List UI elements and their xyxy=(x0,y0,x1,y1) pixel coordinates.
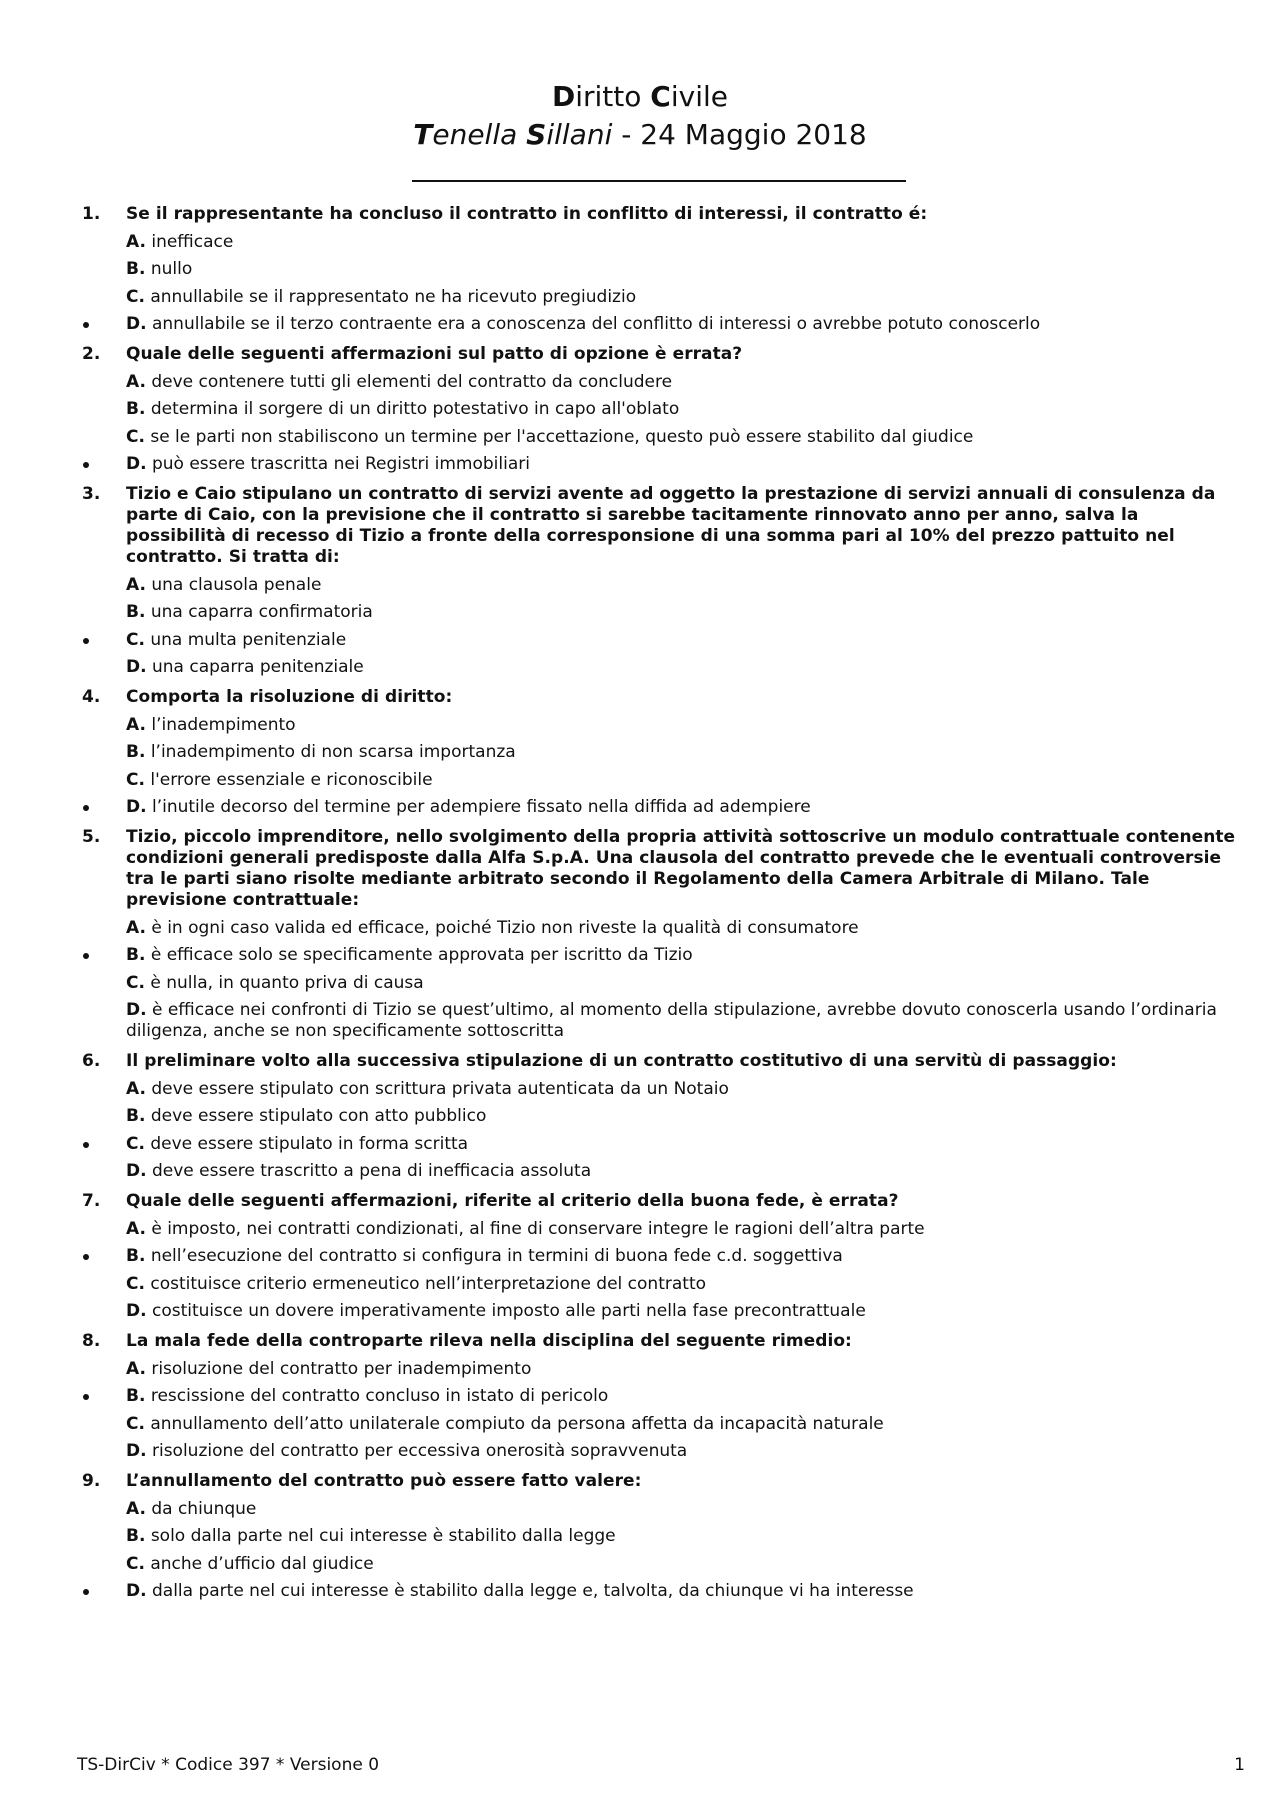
option-text: deve essere trascritto a pena di inefficacia assoluta xyxy=(146,1161,592,1181)
answer-option xyxy=(80,1246,1240,1267)
question-prompt: Se il rappresentante ha concluso il contratto in conflitto di interessi, il contratto é: xyxy=(126,204,928,224)
option-letter: A. xyxy=(126,1078,146,1099)
option-text: se le parti non stabiliscono un termine per l'accettazione, questo può essere stabilito dal giudice xyxy=(144,426,974,447)
answer-option xyxy=(80,1274,1240,1295)
answer-option xyxy=(80,1219,1240,1240)
question-list xyxy=(80,204,1240,1611)
option-letter: A. xyxy=(126,714,146,735)
question-text xyxy=(80,1471,1240,1492)
option-letter: A. xyxy=(126,231,146,252)
answer-option xyxy=(80,797,1240,818)
question-item xyxy=(80,687,1240,818)
question-item xyxy=(80,1471,1240,1602)
option-letter: D. xyxy=(126,657,147,677)
option-letter: C. xyxy=(126,1553,145,1574)
option-letter: D. xyxy=(126,1000,147,1020)
option-text: deve essere stipulato con atto pubblico xyxy=(145,1106,487,1126)
question-prompt: Quale delle seguenti affermazioni, riferite al criterio della buona fede, è errata? xyxy=(126,1191,899,1211)
answer-option xyxy=(80,1134,1240,1155)
answer-option xyxy=(80,427,1240,448)
title-initial-c: C xyxy=(650,80,671,113)
option-letter: D. xyxy=(126,797,147,817)
option-letter: B. xyxy=(126,259,146,279)
answer-option xyxy=(80,1000,1240,1042)
answer-option xyxy=(80,1386,1240,1407)
question-prompt: Quale delle seguenti affermazioni sul patto di opzione è errata? xyxy=(126,344,743,364)
question-number: 9. xyxy=(82,1471,101,1491)
correct-answer-bullet-icon xyxy=(83,462,89,468)
answer-option xyxy=(80,1441,1240,1462)
option-text: rescissione del contratto concluso in istato di pericolo xyxy=(145,1386,609,1406)
correct-answer-bullet-icon xyxy=(83,638,89,644)
answer-option xyxy=(80,1161,1240,1182)
correct-answer-bullet-icon xyxy=(83,953,89,959)
option-letter: B. xyxy=(126,602,146,622)
question-prompt: Il preliminare volto alla successiva stipulazione di un contratto costitutivo di una servitù di passaggio: xyxy=(126,1051,1117,1071)
subtitle-date: - 24 Maggio 2018 xyxy=(612,118,867,151)
option-text: è imposto, nei contratti condizionati, al fine di conservare integre le ragioni dell’altra parte xyxy=(145,1218,925,1239)
footer-page-number: 1 xyxy=(1234,1755,1245,1775)
option-letter: D. xyxy=(126,1581,147,1601)
option-text: l’inutile decorso del termine per adempiere fissato nella diffida ad adempiere xyxy=(146,797,811,817)
answer-option xyxy=(80,1581,1240,1602)
option-text: costituisce criterio ermeneutico nell’interpretazione del contratto xyxy=(144,1273,707,1294)
option-letter: C. xyxy=(126,426,145,447)
answer-option xyxy=(80,630,1240,651)
answer-option xyxy=(80,1359,1240,1380)
option-text: è efficace nei confronti di Tizio se quest’ultimo, al momento della stipulazione, avrebbe dovuto conoscerla usando l’ordinaria diligenza, anche se non specificamente sottoscritta xyxy=(126,1000,1217,1041)
document-subtitle xyxy=(0,116,1280,154)
document-title xyxy=(0,78,1280,116)
option-letter: B. xyxy=(126,945,146,965)
question-number: 2. xyxy=(82,344,101,364)
title-initial-d: D xyxy=(551,80,576,113)
question-prompt: La mala fede della controparte rileva nella disciplina del seguente rimedio: xyxy=(126,1331,852,1351)
answer-option xyxy=(80,715,1240,736)
option-text: da chiunque xyxy=(145,1498,257,1519)
subtitle-initial-s: S xyxy=(526,118,547,151)
question-prompt: L’annullamento del contratto può essere fatto valere: xyxy=(126,1471,642,1491)
question-item xyxy=(80,1191,1240,1322)
option-text: una clausola penale xyxy=(145,574,322,595)
answer-option xyxy=(80,454,1240,475)
footer-code: TS-DirCiv * Codice 397 * Versione 0 xyxy=(77,1755,380,1775)
option-text: una caparra penitenziale xyxy=(146,657,364,677)
question-number: 4. xyxy=(82,687,101,707)
subtitle-part-illani: illani xyxy=(546,118,613,151)
option-letter: B. xyxy=(126,399,146,419)
question-number: 7. xyxy=(82,1191,101,1211)
answer-option xyxy=(80,1106,1240,1127)
option-letter: C. xyxy=(126,286,145,307)
option-letter: A. xyxy=(126,917,146,938)
answer-option xyxy=(80,372,1240,393)
option-text: anche d’ufficio dal giudice xyxy=(144,1553,374,1574)
option-letter: D. xyxy=(126,454,147,474)
option-text: dalla parte nel cui interesse è stabilito dalla legge e, talvolta, da chiunque vi ha interesse xyxy=(146,1581,914,1601)
option-letter: C. xyxy=(126,1413,145,1434)
question-number: 8. xyxy=(82,1331,101,1351)
question-text xyxy=(80,484,1240,568)
option-letter: C. xyxy=(126,972,145,993)
option-text: determina il sorgere di un diritto potestativo in capo all'oblato xyxy=(145,399,680,419)
answer-option xyxy=(80,1526,1240,1547)
option-letter: A. xyxy=(126,1498,146,1519)
subtitle-initial-t: T xyxy=(413,118,433,151)
option-letter: A. xyxy=(126,1358,146,1379)
answer-option xyxy=(80,973,1240,994)
question-number: 1. xyxy=(82,204,101,224)
document-header xyxy=(0,78,1280,154)
option-text: costituisce un dovere imperativamente imposto alle parti nella fase precontrattuale xyxy=(146,1301,866,1321)
question-text xyxy=(80,344,1240,365)
option-text: annullabile se il terzo contraente era a conoscenza del conflitto di interessi o avrebbe potuto conoscerlo xyxy=(146,314,1041,334)
option-letter: B. xyxy=(126,1106,146,1126)
answer-option xyxy=(80,575,1240,596)
answer-option xyxy=(80,287,1240,308)
option-text: è efficace solo se specificamente approvata per iscritto da Tizio xyxy=(145,945,693,965)
answer-option xyxy=(80,259,1240,280)
option-text: l’inadempimento di non scarsa importanza xyxy=(145,742,516,762)
question-number: 5. xyxy=(82,827,101,847)
question-prompt: Comporta la risoluzione di diritto: xyxy=(126,687,453,707)
answer-option xyxy=(80,1079,1240,1100)
question-prompt: Tizio e Caio stipulano un contratto di servizi avente ad oggetto la prestazione di servizi annuali di consulenza da parte di Caio, con la previsione che il contratto si sarebbe tacitamente rinnovato anno per anno, salva la possibilità di recesso di Tizio a fronte della corresponsione di una somma pari al 10% del prezzo pattuito nel contratto. Si tratta di: xyxy=(126,484,1216,567)
option-text: nullo xyxy=(145,259,193,279)
option-letter: A. xyxy=(126,574,146,595)
option-letter: C. xyxy=(126,1273,145,1294)
question-item xyxy=(80,1331,1240,1462)
subtitle-part-enella: enella xyxy=(432,118,518,151)
option-text: una multa penitenziale xyxy=(144,629,347,650)
option-letter: C. xyxy=(126,629,145,650)
option-letter: D. xyxy=(126,1301,147,1321)
option-text: può essere trascritta nei Registri immobiliari xyxy=(146,454,530,474)
question-text xyxy=(80,827,1240,911)
option-text: deve contenere tutti gli elementi del contratto da concludere xyxy=(145,371,673,392)
option-letter: B. xyxy=(126,1386,146,1406)
option-text: risoluzione del contratto per eccessiva onerosità sopravvenuta xyxy=(146,1441,688,1461)
option-text: annullamento dell’atto unilaterale compiuto da persona affetta da incapacità naturale xyxy=(144,1413,884,1434)
answer-option xyxy=(80,770,1240,791)
answer-option xyxy=(80,918,1240,939)
question-item xyxy=(80,344,1240,475)
question-number: 3. xyxy=(82,484,101,504)
question-prompt: Tizio, piccolo imprenditore, nello svolgimento della propria attività sottoscrive un modulo contrattuale contenente condizioni generali predisposte dalla Alfa S.p.A. Una clausola del contratto prevede che le eventuali controversie tra le parti siano risolte mediante arbitrato secondo il Regolamento della Camera Arbitrale di Milano. Tale previsione contrattuale: xyxy=(126,827,1236,910)
option-letter: B. xyxy=(126,1526,146,1546)
option-text: annullabile se il rappresentato ne ha ricevuto pregiudizio xyxy=(144,286,637,307)
option-text: nell’esecuzione del contratto si configura in termini di buona fede c.d. soggettiva xyxy=(145,1246,843,1266)
option-letter: A. xyxy=(126,1218,146,1239)
question-number: 6. xyxy=(82,1051,101,1071)
answer-option xyxy=(80,1301,1240,1322)
header-divider xyxy=(412,180,906,182)
answer-option xyxy=(80,399,1240,420)
option-text: inefficace xyxy=(145,231,234,252)
option-letter: A. xyxy=(126,371,146,392)
option-letter: C. xyxy=(126,1133,145,1154)
answer-option xyxy=(80,1499,1240,1520)
question-text xyxy=(80,204,1240,225)
title-part-1: iritto xyxy=(575,80,651,113)
correct-answer-bullet-icon xyxy=(83,805,89,811)
option-text: l'errore essenziale e riconoscibile xyxy=(144,769,433,790)
correct-answer-bullet-icon xyxy=(83,1394,89,1400)
correct-answer-bullet-icon xyxy=(83,1142,89,1148)
answer-option xyxy=(80,232,1240,253)
option-text: deve essere stipulato con scrittura privata autenticata da un Notaio xyxy=(145,1078,729,1099)
option-text: è nulla, in quanto priva di causa xyxy=(144,972,424,993)
option-letter: B. xyxy=(126,742,146,762)
answer-option xyxy=(80,1414,1240,1435)
option-text: una caparra confirmatoria xyxy=(145,602,373,622)
option-text: è in ogni caso valida ed efficace, poiché Tizio non riveste la qualità di consumatore xyxy=(145,917,859,938)
option-text: solo dalla parte nel cui interesse è stabilito dalla legge xyxy=(145,1526,616,1546)
question-text xyxy=(80,1191,1240,1212)
option-letter: B. xyxy=(126,1246,146,1266)
answer-option xyxy=(80,657,1240,678)
option-letter: D. xyxy=(126,1441,147,1461)
answer-option xyxy=(80,1554,1240,1575)
answer-option xyxy=(80,602,1240,623)
option-text: risoluzione del contratto per inadempimento xyxy=(145,1358,532,1379)
correct-answer-bullet-icon xyxy=(83,1254,89,1260)
answer-option xyxy=(80,945,1240,966)
title-part-2: ivile xyxy=(670,80,728,113)
option-letter: C. xyxy=(126,769,145,790)
question-text xyxy=(80,687,1240,708)
option-text: deve essere stipulato in forma scritta xyxy=(144,1133,469,1154)
correct-answer-bullet-icon xyxy=(83,322,89,328)
correct-answer-bullet-icon xyxy=(83,1589,89,1595)
option-letter: D. xyxy=(126,314,147,334)
question-item xyxy=(80,204,1240,335)
question-item xyxy=(80,827,1240,1042)
answer-option xyxy=(80,314,1240,335)
question-text xyxy=(80,1051,1240,1072)
question-text xyxy=(80,1331,1240,1352)
question-item xyxy=(80,484,1240,678)
answer-option xyxy=(80,742,1240,763)
option-text: l’inadempimento xyxy=(145,714,296,735)
option-letter: D. xyxy=(126,1161,147,1181)
question-item xyxy=(80,1051,1240,1182)
